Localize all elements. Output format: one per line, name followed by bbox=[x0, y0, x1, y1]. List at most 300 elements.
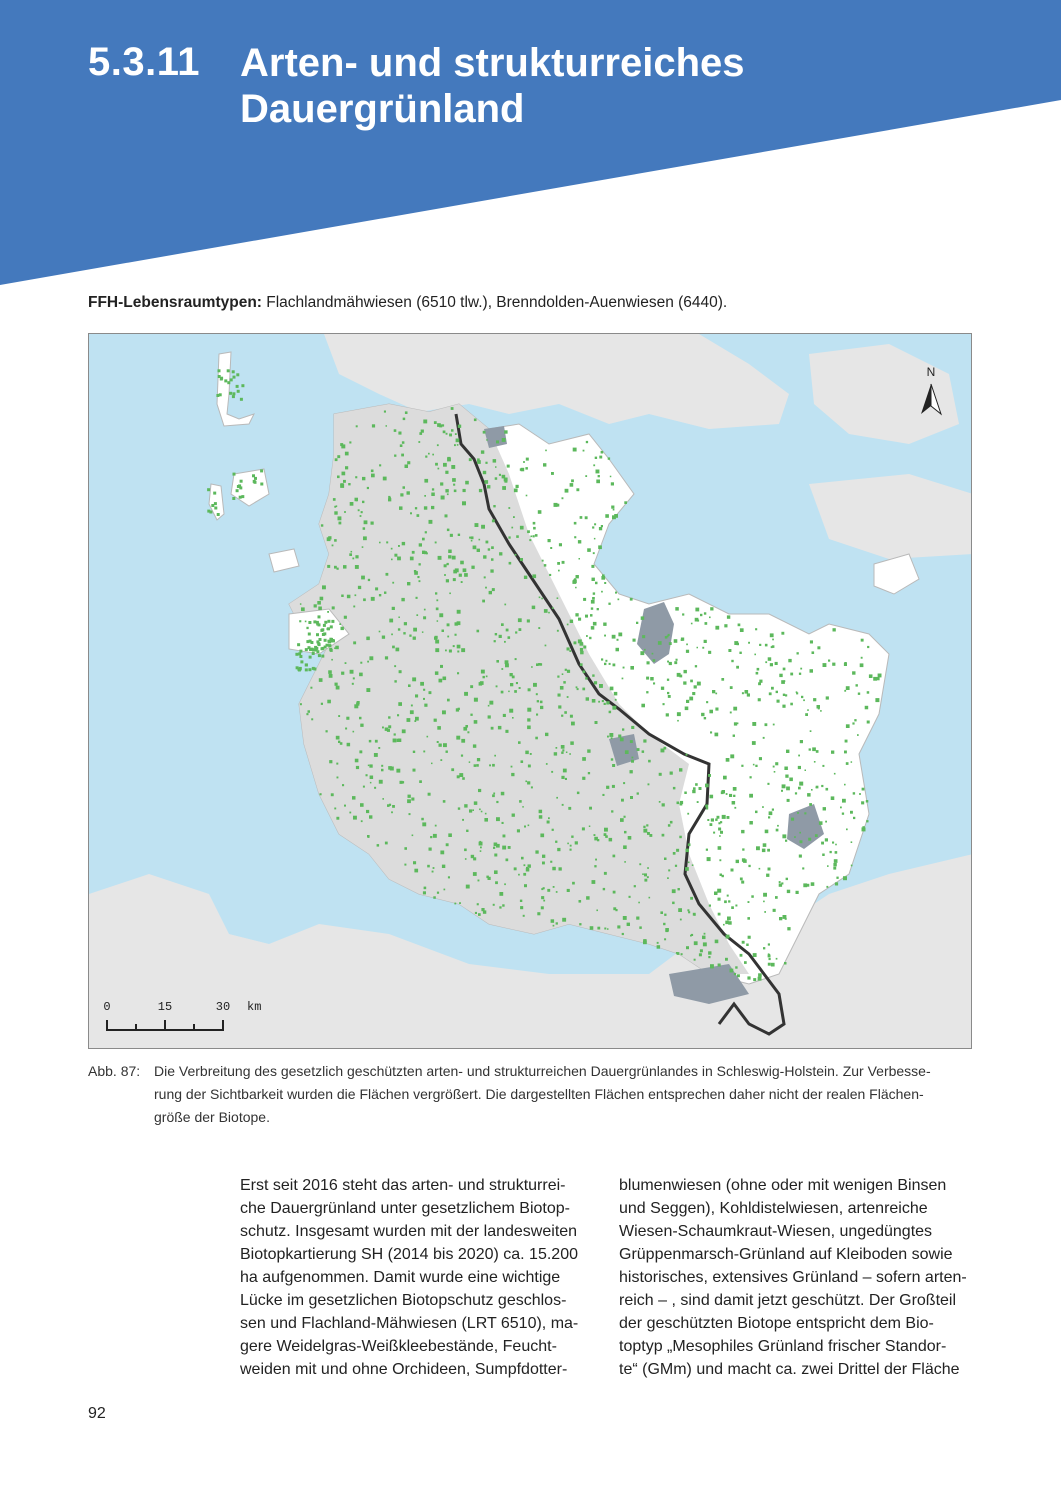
biotope-point bbox=[570, 620, 573, 623]
biotope-point bbox=[512, 814, 515, 817]
biotope-point bbox=[828, 660, 830, 662]
biotope-point bbox=[755, 628, 757, 630]
biotope-point bbox=[723, 924, 725, 926]
biotope-point bbox=[424, 887, 427, 890]
biotope-point bbox=[502, 486, 506, 490]
biotope-point bbox=[489, 701, 493, 705]
biotope-point bbox=[677, 720, 679, 722]
biotope-point bbox=[514, 867, 517, 870]
biotope-point bbox=[852, 722, 854, 724]
biotope-point bbox=[705, 784, 709, 788]
biotope-point bbox=[562, 918, 566, 922]
biotope-point bbox=[520, 900, 522, 902]
biotope-point bbox=[718, 822, 720, 824]
biotope-point bbox=[309, 656, 312, 659]
biotope-point bbox=[578, 540, 581, 543]
biotope-point bbox=[489, 591, 492, 594]
biotope-point bbox=[356, 425, 358, 427]
biotope-point bbox=[720, 831, 723, 834]
biotope-point bbox=[473, 872, 477, 876]
biotope-point bbox=[419, 580, 421, 582]
biotope-point bbox=[776, 829, 779, 832]
biotope-point bbox=[495, 881, 498, 884]
biotope-point bbox=[853, 817, 855, 819]
biotope-point bbox=[457, 672, 459, 674]
biotope-point bbox=[784, 962, 787, 965]
biotope-point bbox=[462, 501, 466, 505]
biotope-point bbox=[321, 703, 323, 705]
biotope-point bbox=[563, 769, 567, 773]
biotope-point bbox=[846, 829, 848, 831]
biotope-point bbox=[747, 917, 750, 920]
biotope-point bbox=[823, 663, 827, 667]
biotope-point bbox=[689, 697, 693, 701]
biotope-point bbox=[756, 846, 760, 850]
biotope-point bbox=[861, 801, 864, 804]
biotope-point bbox=[770, 633, 774, 637]
biotope-point bbox=[414, 869, 418, 873]
biotope-point bbox=[683, 681, 686, 684]
body-line: weiden mit und ohne Orchideen, Sumpfdotter- bbox=[240, 1361, 568, 1378]
biotope-point bbox=[769, 958, 771, 960]
biotope-point bbox=[785, 694, 787, 696]
biotope-point bbox=[414, 571, 418, 575]
biotope-point bbox=[461, 739, 465, 743]
biotope-point bbox=[718, 828, 721, 831]
biotope-point bbox=[510, 683, 513, 686]
biotope-point bbox=[637, 792, 639, 794]
biotope-point bbox=[569, 753, 571, 755]
biotope-point bbox=[826, 886, 828, 888]
biotope-point bbox=[851, 865, 853, 867]
biotope-point bbox=[604, 663, 606, 665]
biotope-point bbox=[676, 952, 678, 954]
biotope-point bbox=[592, 699, 596, 703]
biotope-point bbox=[400, 493, 403, 496]
biotope-point bbox=[440, 665, 443, 668]
biotope-point bbox=[328, 644, 331, 647]
biotope-point bbox=[560, 686, 564, 690]
biotope-point bbox=[611, 758, 613, 760]
biotope-point bbox=[321, 655, 324, 658]
biotope-point bbox=[232, 392, 235, 395]
biotope-point bbox=[657, 942, 659, 944]
biotope-point bbox=[338, 715, 340, 717]
biotope-point bbox=[230, 378, 233, 381]
biotope-point bbox=[786, 750, 789, 753]
biotope-point bbox=[588, 772, 590, 774]
biotope-point bbox=[846, 686, 850, 690]
biotope-point bbox=[647, 867, 649, 869]
biotope-point bbox=[328, 536, 331, 539]
biotope-point bbox=[411, 798, 414, 801]
biotope-point bbox=[582, 688, 585, 691]
biotope-point bbox=[537, 700, 539, 702]
biotope-point bbox=[607, 736, 609, 738]
biotope-point bbox=[631, 760, 634, 763]
biotope-point bbox=[344, 616, 347, 619]
biotope-point bbox=[806, 884, 809, 887]
biotope-point bbox=[214, 507, 217, 510]
biotope-point bbox=[381, 765, 383, 767]
biotope-point bbox=[400, 444, 403, 447]
biotope-point bbox=[527, 781, 530, 784]
biotope-point bbox=[800, 668, 802, 670]
biotope-point bbox=[317, 601, 321, 605]
biotope-point bbox=[676, 849, 679, 852]
biotope-point bbox=[464, 849, 467, 852]
biotope-point bbox=[423, 751, 425, 753]
biotope-point bbox=[456, 736, 460, 740]
biotope-point bbox=[686, 946, 689, 949]
biotope-point bbox=[586, 635, 588, 637]
biotope-point bbox=[305, 668, 308, 671]
biotope-point bbox=[579, 558, 581, 560]
biotope-point bbox=[741, 830, 744, 833]
biotope-point bbox=[428, 453, 430, 455]
biotope-point bbox=[487, 485, 490, 488]
biotope-point bbox=[532, 574, 536, 578]
biotope-point bbox=[506, 859, 509, 862]
biotope-point bbox=[405, 465, 409, 469]
biotope-point bbox=[435, 648, 439, 652]
biotope-point bbox=[638, 902, 640, 904]
biotope-point bbox=[375, 740, 378, 743]
scale-label-unit: km bbox=[247, 1000, 262, 1014]
biotope-point bbox=[535, 850, 538, 853]
figure-caption bbox=[88, 1060, 972, 1129]
biotope-point bbox=[687, 909, 689, 911]
biotope-point bbox=[585, 677, 587, 679]
biotope-point bbox=[823, 807, 826, 810]
biotope-point bbox=[334, 511, 337, 514]
biotope-point bbox=[435, 542, 437, 544]
biotope-point bbox=[558, 570, 560, 572]
body-line: und Seggen), Kohldistelwiesen, artenreiche bbox=[619, 1200, 928, 1217]
biotope-point bbox=[624, 816, 626, 818]
biotope-point bbox=[733, 735, 735, 737]
biotope-point bbox=[438, 468, 440, 470]
biotope-point bbox=[597, 608, 599, 610]
biotope-point bbox=[664, 747, 667, 750]
biotope-point bbox=[585, 615, 588, 618]
biotope-point bbox=[379, 780, 383, 784]
biotope-point bbox=[686, 849, 690, 853]
scale-label-30: 30 bbox=[215, 1000, 231, 1014]
biotope-point bbox=[359, 717, 362, 720]
biotope-point bbox=[431, 506, 434, 509]
biotope-point bbox=[474, 801, 478, 805]
biotope-point bbox=[340, 483, 344, 487]
biotope-point bbox=[788, 659, 791, 662]
biotope-point bbox=[753, 764, 755, 766]
biotope-point bbox=[533, 535, 535, 537]
biotope-point bbox=[563, 681, 566, 684]
biotope-point bbox=[471, 855, 474, 858]
biotope-point bbox=[533, 683, 537, 687]
biotope-point bbox=[240, 398, 243, 401]
biotope-point bbox=[649, 897, 651, 899]
biotope-point bbox=[432, 488, 434, 490]
biotope-point bbox=[544, 564, 547, 567]
biotope-point bbox=[598, 701, 600, 703]
biotope-point bbox=[467, 731, 469, 733]
biotope-point bbox=[547, 889, 550, 892]
biotope-point bbox=[514, 690, 517, 693]
biotope-point bbox=[730, 686, 733, 689]
biotope-point bbox=[642, 635, 645, 638]
biotope-point bbox=[478, 880, 480, 882]
biotope-point bbox=[334, 808, 336, 810]
biotope-point bbox=[606, 786, 609, 789]
biotope-point bbox=[355, 555, 358, 558]
biotope-point bbox=[782, 705, 785, 708]
biotope-point bbox=[416, 597, 418, 599]
biotope-point bbox=[502, 904, 504, 906]
biotope-point bbox=[599, 527, 602, 530]
biotope-point bbox=[571, 479, 574, 482]
biotope-point bbox=[452, 556, 456, 560]
biotope-point bbox=[557, 848, 560, 851]
biotope-point bbox=[675, 865, 677, 867]
biotope-point bbox=[597, 927, 600, 930]
biotope-point bbox=[483, 676, 485, 678]
biotope-point bbox=[435, 592, 437, 594]
biotope-point bbox=[582, 827, 585, 830]
biotope-point bbox=[674, 639, 678, 643]
biotope-point bbox=[706, 807, 708, 809]
biotope-point bbox=[547, 821, 550, 824]
biotope-point bbox=[577, 688, 579, 690]
biotope-point bbox=[361, 511, 363, 513]
biotope-point bbox=[708, 956, 710, 958]
biotope-point bbox=[592, 526, 594, 528]
biotope-point bbox=[412, 835, 414, 837]
biotope-point bbox=[394, 680, 396, 682]
biotope-point bbox=[440, 482, 443, 485]
biotope-point bbox=[686, 700, 689, 703]
biotope-point bbox=[324, 646, 327, 649]
biotope-point bbox=[446, 751, 448, 753]
biotope-point bbox=[630, 740, 633, 743]
biotope-point bbox=[582, 757, 586, 761]
biotope-point bbox=[775, 896, 778, 899]
biotope-point bbox=[386, 573, 389, 576]
biotope-point bbox=[596, 470, 600, 474]
biotope-point bbox=[417, 514, 420, 517]
biotope-point bbox=[660, 911, 663, 914]
biotope-point bbox=[593, 464, 595, 466]
biotope-point bbox=[765, 723, 768, 726]
biotope-point bbox=[422, 631, 424, 633]
biotope-point bbox=[552, 867, 556, 871]
biotope-point bbox=[611, 482, 614, 485]
biotope-point bbox=[484, 480, 488, 484]
biotope-point bbox=[321, 524, 323, 526]
biotope-point bbox=[523, 873, 526, 876]
biotope-point bbox=[455, 433, 457, 435]
biotope-point bbox=[777, 825, 779, 827]
body-line: Lücke im gesetzlichen Biotopschutz geschlos- bbox=[240, 1292, 567, 1309]
north-arrow-label: N bbox=[926, 365, 936, 379]
biotope-point bbox=[252, 474, 255, 477]
biotope-point bbox=[640, 651, 644, 655]
biotope-point bbox=[633, 639, 636, 642]
biotope-point bbox=[341, 627, 344, 630]
biotope-point bbox=[339, 623, 341, 625]
biotope-point bbox=[488, 705, 490, 707]
biotope-point bbox=[692, 864, 694, 866]
biotope-point bbox=[531, 666, 533, 668]
biotope-point bbox=[544, 609, 548, 613]
biotope-point bbox=[878, 674, 882, 678]
biotope-point bbox=[808, 838, 811, 841]
biotope-point bbox=[461, 581, 463, 583]
biotope-point bbox=[741, 765, 743, 767]
biotope-point bbox=[501, 792, 505, 796]
biotope-point bbox=[519, 628, 522, 631]
biotope-point bbox=[768, 963, 771, 966]
ffh-text: Flachlandmähwiesen (6510 tlw.), Brenndolden-Auenwiesen (6440). bbox=[261, 294, 728, 311]
biotope-point bbox=[338, 741, 340, 743]
biotope-point bbox=[407, 582, 410, 585]
biotope-point bbox=[553, 925, 555, 927]
biotope-point bbox=[653, 682, 655, 684]
biotope-point bbox=[727, 917, 731, 921]
biotope-point bbox=[571, 836, 573, 838]
biotope-point bbox=[413, 751, 415, 753]
biotope-point bbox=[465, 858, 467, 860]
biotope-point bbox=[505, 730, 508, 733]
biotope-point bbox=[826, 788, 829, 791]
biotope-point bbox=[445, 471, 448, 474]
biotope-point bbox=[356, 766, 359, 769]
biotope-point bbox=[355, 565, 359, 569]
biotope-point bbox=[593, 592, 595, 594]
biotope-point bbox=[366, 688, 370, 692]
biotope-point bbox=[659, 801, 661, 803]
biotope-point bbox=[775, 762, 778, 765]
biotope-point bbox=[614, 692, 618, 696]
biotope-point bbox=[333, 498, 336, 501]
biotope-point bbox=[413, 637, 416, 640]
biotope-point bbox=[592, 597, 595, 600]
biotope-point bbox=[799, 832, 801, 834]
biotope-point bbox=[537, 912, 540, 915]
biotope-point bbox=[643, 829, 647, 833]
biotope-point bbox=[586, 441, 588, 443]
biotope-point bbox=[601, 451, 604, 454]
biotope-point bbox=[437, 423, 441, 427]
biotope-point bbox=[353, 816, 357, 820]
biotope-point bbox=[415, 717, 419, 721]
biotope-point bbox=[783, 694, 785, 696]
biotope-point bbox=[781, 882, 783, 884]
biotope-point bbox=[681, 953, 683, 955]
biotope-point bbox=[756, 672, 759, 675]
biotope-point bbox=[409, 813, 411, 815]
biotope-point bbox=[623, 782, 625, 784]
biotope-point bbox=[583, 670, 586, 673]
biotope-point bbox=[363, 786, 365, 788]
biotope-point bbox=[820, 710, 822, 712]
biotope-point bbox=[471, 536, 474, 539]
biotope-point bbox=[447, 457, 450, 460]
biotope-point bbox=[611, 810, 613, 812]
biotope-point bbox=[450, 534, 453, 537]
biotope-point bbox=[789, 778, 793, 782]
biotope-point bbox=[876, 677, 879, 680]
biotope-point bbox=[730, 969, 734, 973]
biotope-point bbox=[436, 599, 438, 601]
biotope-point bbox=[562, 497, 564, 499]
biotope-point bbox=[686, 644, 688, 646]
biotope-point bbox=[699, 787, 702, 790]
biotope-point bbox=[538, 510, 542, 514]
biotope-point bbox=[754, 654, 756, 656]
biotope-point bbox=[857, 734, 859, 736]
biotope-point bbox=[494, 640, 496, 642]
biotope-point bbox=[679, 836, 682, 839]
biotope-point bbox=[336, 736, 340, 740]
biotope-point bbox=[747, 693, 750, 696]
biotope-point bbox=[668, 869, 670, 871]
biotope-point bbox=[815, 834, 818, 837]
biotope-point bbox=[429, 848, 432, 851]
biotope-point bbox=[590, 926, 594, 930]
biotope-point bbox=[557, 562, 560, 565]
biotope-point bbox=[644, 879, 647, 882]
biotope-point bbox=[386, 541, 388, 543]
biotope-point bbox=[214, 502, 217, 505]
biotope-point bbox=[805, 713, 808, 716]
biotope-point bbox=[481, 908, 484, 911]
biotope-point bbox=[601, 525, 603, 527]
biotope-point bbox=[579, 900, 582, 903]
biotope-point bbox=[239, 496, 242, 499]
biotope-point bbox=[368, 579, 370, 581]
biotope-point bbox=[695, 783, 698, 786]
biotope-point bbox=[587, 548, 591, 552]
biotope-point bbox=[646, 677, 649, 680]
biotope-point bbox=[372, 424, 375, 427]
biotope-point bbox=[759, 644, 761, 646]
biotope-point bbox=[608, 603, 610, 605]
biotope-point bbox=[570, 741, 574, 745]
biotope-point bbox=[768, 953, 770, 955]
biotope-point bbox=[666, 713, 669, 716]
biotope-point bbox=[579, 923, 581, 925]
biotope-point bbox=[371, 522, 374, 525]
biotope-point bbox=[486, 676, 488, 678]
biotope-point bbox=[620, 818, 624, 822]
biotope-point bbox=[355, 476, 357, 478]
biotope-point bbox=[609, 663, 611, 665]
biotope-point bbox=[695, 608, 699, 612]
biotope-point bbox=[431, 493, 435, 497]
biotope-point bbox=[604, 872, 607, 875]
biotope-point bbox=[575, 613, 578, 616]
biotope-point bbox=[712, 690, 715, 693]
biotope-point bbox=[558, 694, 561, 697]
biotope-point bbox=[548, 612, 550, 614]
biotope-point bbox=[516, 535, 519, 538]
biotope-point bbox=[383, 477, 387, 481]
biotope-point bbox=[394, 554, 397, 557]
biotope-point bbox=[516, 682, 518, 684]
title-line-2: Dauergrünland bbox=[240, 87, 525, 131]
biotope-point bbox=[732, 801, 736, 805]
